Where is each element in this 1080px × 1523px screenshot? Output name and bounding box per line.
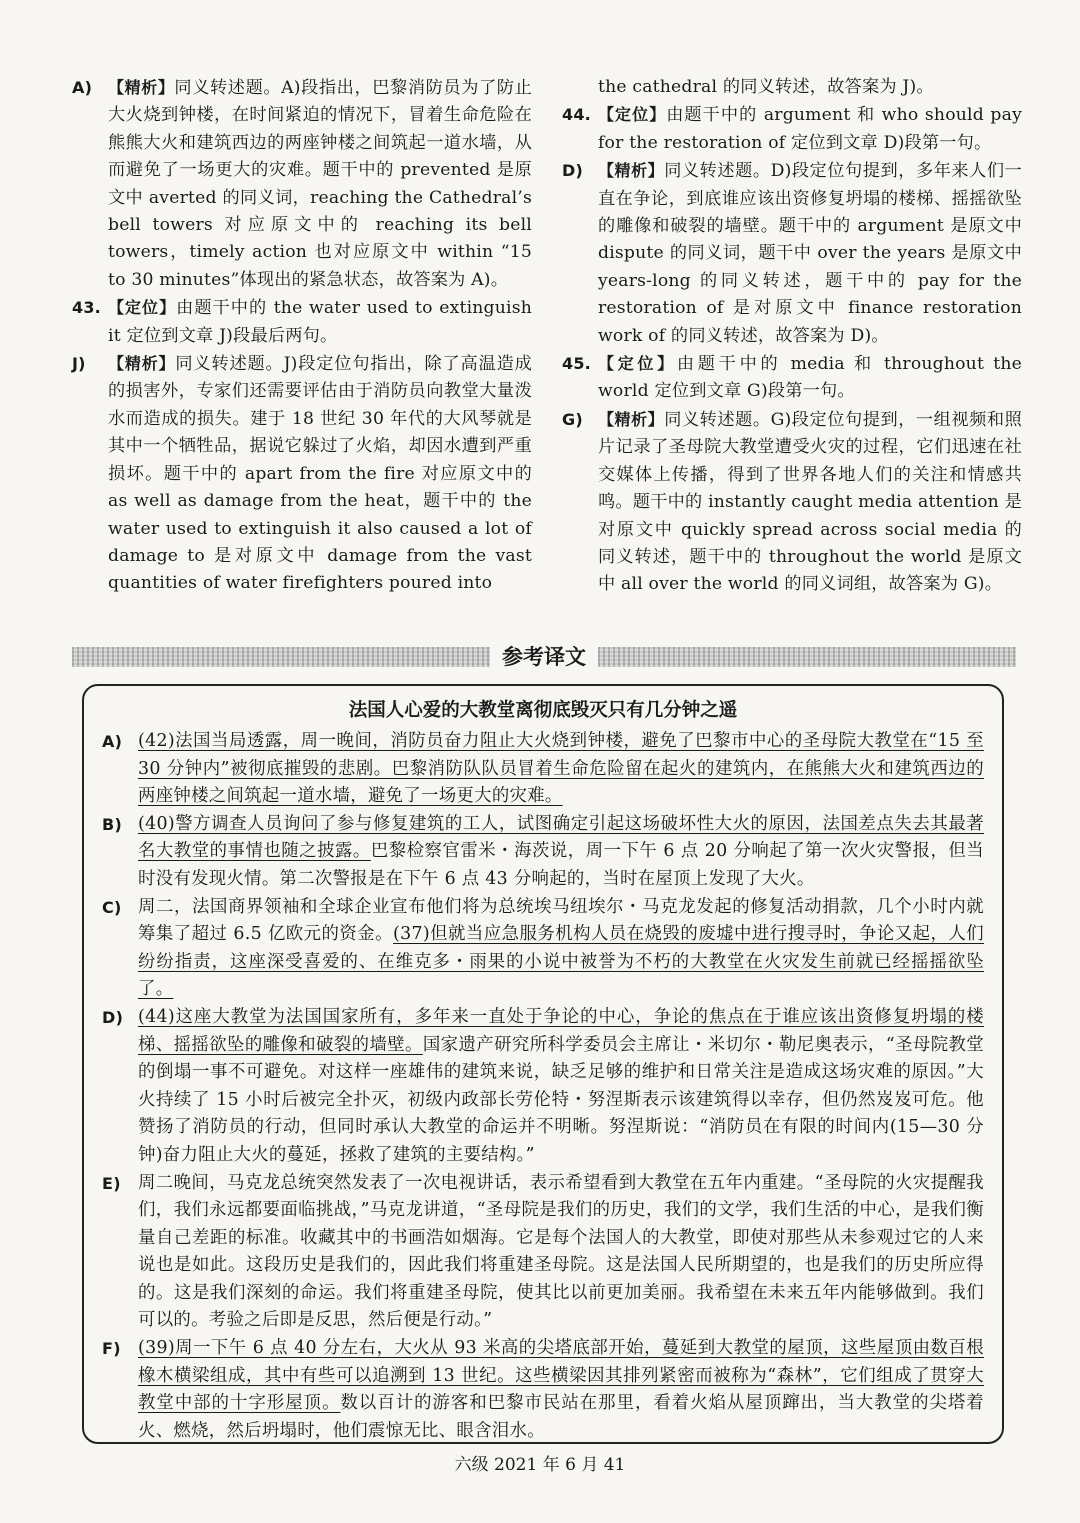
- item-text: [138, 894, 984, 1004]
- item-text: [108, 350, 532, 598]
- body-text: 由题干中的 argument 和 who should pay for the restoration of 定位到文章 D)段第一句。: [598, 105, 1022, 153]
- body-text: 同义转述题。D)段定位句提到，多年来人们一直在争论，到底谁应该出资修复坍塌的楼梯、摇摇欲坠的雕像和破裂的墙壁。题干中的 argument 是原文中 dispute 的同义词，题干中 over the years 是原文中 years-long 的同义转述，题干中的 pay for the restoration of 是对原文中 finance restoration work of 的同义转述，故答案为 D)。: [598, 161, 1022, 346]
- item-text: [598, 406, 1022, 599]
- analysis-item: [562, 406, 1022, 599]
- translation-paragraph: [102, 1170, 984, 1336]
- translation-paragraph: [102, 1335, 984, 1445]
- item-text: [108, 74, 532, 294]
- item-label: E): [102, 1173, 121, 1193]
- body-text: 巴黎检察官雷米・海茨说，周一下午 6 点 20 分响起了第一次火灾警报，但当时没有发现火情。第二次警报是在下午 6 点 43 分响起的，当时在屋顶上发现了大火。: [138, 841, 984, 889]
- item-label: A): [72, 78, 93, 97]
- item-label: C): [102, 897, 122, 917]
- analysis-left-column: [72, 74, 532, 598]
- analysis-item: [72, 74, 532, 294]
- body-text: 数以百计的游客和巴黎市民站在那里，看着火焰从屋顶蹿出，当大教堂的尖塔着火、燃烧，然后坍塌时，他们震惊无比、眼含泪水。: [138, 1393, 984, 1441]
- analysis-item: [562, 157, 1022, 350]
- translation-paragraph: [102, 811, 984, 894]
- continuation-text: the cathedral 的同义转述，故答案为 J)。: [598, 77, 934, 97]
- item-text: [138, 1335, 984, 1445]
- item-text: [598, 101, 1022, 157]
- tag-text: 【精析】: [108, 354, 176, 374]
- body-text: 周二，法国商界领袖和全球企业宣布他们将为总统埃马纽埃尔・马克龙发起的修复活动捐款，几个小时内就筹集了超过 6.5 亿欧元的资金。: [138, 896, 984, 945]
- item-text: [138, 1170, 984, 1336]
- item-text: [598, 350, 1022, 406]
- tag-text: 【定位】: [598, 105, 667, 125]
- body-text: 同义转述题。J)段定位句指出，除了高温造成的损害外，专家们还需要评估由于消防员向教堂大量泼水而造成的损失。建于 18 世纪 30 年代的大风琴就是其中一个牺牲品，据说它躲过了火焰，却因水遭到严重损坏。题干中的 apart from the fire 对应原文中的 as well as damage from the heat，题干中的 the water used to extinguish it also caused a lot of damage to 是对原文中 damage from the vast quantities of water firefighters poured into: [108, 354, 532, 594]
- body-text: 同义转述题。G)段定位句提到，一组视频和照片记录了圣母院大教堂遭受火灾的过程，它们迅速在社交媒体上传播，得到了世界各地人们的关注和情感共鸣。题干中的 instantly caught media attention 是对原文中 quickly spread across social media 的同义转述，题干中的 throughout the world 是原文中 all over the world 的同义词组，故答案为 G)。: [598, 409, 1022, 595]
- analysis-item: [562, 101, 1022, 157]
- item-label: A): [102, 732, 123, 751]
- banner-pattern-left: [72, 647, 490, 667]
- body-text: 同义转述题。A)段指出，巴黎消防员为了防止大火烧到钟楼，在时间紧迫的情况下，冒着生命危险在熊熊大火和建筑西边的两座钟楼之间筑起一道水墙，从而避免了一场更大的灾难。题干中的 prevented 是原文中 averted 的同义词，reaching the Cathedral’s bell towers 对应原文中的 reaching its bell towers，timely action 也对应原文中 within “15 to 30 minutes”体现出的紧急状态，故答案为 A)。: [108, 78, 532, 290]
- item-label: J): [72, 354, 86, 374]
- item-label: B): [102, 814, 123, 834]
- section-banner: [72, 641, 1016, 673]
- item-text: [598, 157, 1022, 350]
- translation-paragraph: [102, 894, 984, 1004]
- underlined-text: (42)法国当局透露，周一晚间，消防员奋力阻止大火烧到钟楼，避免了巴黎市中心的圣母院大教堂在“15 至 30 分钟内”被彻底摧毁的悲剧。巴黎消防队队员冒着生命危险留在起火的建筑内，在熊熊大火和建筑西边的两座钟楼之间筑起一道水墙，避免了一场更大的灾难。: [138, 731, 984, 807]
- analysis-right-column: [562, 74, 1022, 599]
- page-footer: 六级 2021 年 6 月 41: [454, 1455, 626, 1475]
- tag-text: 【精析】: [598, 161, 665, 181]
- body-text: 由题干中的 media 和 throughout the world 定位到文章 G)段第一句。: [598, 354, 1022, 402]
- underlined-text: (40)警方调查人员询问了参与修复建筑的工人，试图确定引起这场破坏性大火的原因，法国差点失去其最著名大教堂的事情也随之披露。: [138, 813, 984, 862]
- item-label: D): [562, 161, 583, 181]
- tag-text: 【精析】: [598, 409, 665, 429]
- item-text: [138, 811, 984, 894]
- item-label: D): [102, 1007, 124, 1027]
- item-label: 43.: [72, 298, 101, 318]
- body-text: 国家遗产研究所科学委员会主席让・米切尔・勒尼奥表示，“圣母院教堂的倒塌一事不可避免。对这样一座雄伟的建筑来说，缺乏足够的维护和日常关注是造成这场灾难的原因。”大火持续了 15 小时后被完全扑灭，初级内政部长劳伦特・努涅斯表示该建筑得以幸存，但仍然岌岌可危。他赞扬了消防员的行动，但同时承认大教堂的命运并不明晰。努涅斯说：“消防员在有限的时间内(15—30 分钟)奋力阻止大火的蔓延，拯救了建筑的主要结构。”: [138, 1034, 984, 1165]
- body-text: 周二晚间，马克龙总统突然发表了一次电视讲话，表示希望看到大教堂在五年内重建。“圣母院的火灾提醒我们，我们永远都要面临挑战，”马克龙讲道，“圣母院是我们的历史，我们的文学，我们生活的中心，是我们衡量自己差距的标准。收藏其中的书画浩如烟海。它是每个法国人的大教堂，即使对那些从未参观过它的人来说也是如此。这段历史是我们的，因此我们将重建圣母院。这是法国人民所期望的，也是我们的历史所应得的。这是我们深刻的命运。我们将重建圣母院，使其比以前更加美丽。我希望在未来五年内能够做到。我们可以的。考验之后即是反思，然后便是行动。”: [138, 1172, 984, 1331]
- analysis-item: [72, 294, 532, 350]
- banner-pattern-right: [598, 647, 1016, 667]
- tag-text: 【精析】: [108, 78, 175, 97]
- underlined-text: (37)但就当应急服务机构人员在烧毁的废墟中进行搜寻时，争论又起，人们纷纷指责，这座深受喜爱的、在维克多・雨果的小说中被誉为不朽的大教堂在火灾发生前就已经摇摇欲坠了。: [138, 924, 984, 1000]
- translation-box: [82, 684, 1004, 1444]
- item-text: [138, 728, 984, 811]
- item-text: [138, 1004, 984, 1170]
- item-label: 44.: [562, 105, 591, 125]
- translation-title: 法国人心爱的大教堂离彻底毁灭只有几分钟之遥: [348, 700, 738, 721]
- translation-paragraph: [102, 1004, 984, 1170]
- item-text: [108, 294, 532, 350]
- item-label: 45.: [562, 354, 591, 374]
- analysis-item: [72, 350, 532, 598]
- translation-paragraph: [102, 728, 984, 811]
- translation-paragraphs: [102, 728, 984, 1445]
- tag-text: 【定位】: [598, 354, 677, 374]
- tag-text: 【定位】: [108, 298, 177, 318]
- underlined-text: (39)周一下午 6 点 40 分左右，大火从 93 米高的尖塔底部开始，蔓延到大教堂的屋顶，这些屋顶由数百根橡木横梁组成，其中有些可以追溯到 13 世纪。这些横梁因其排列紧密而被称为“森林”，它们组成了贯穿大教堂中部的十字形屋顶。: [138, 1338, 984, 1414]
- item-label: F): [102, 1339, 121, 1359]
- body-text: 由题干中的 the water used to extinguish it 定位到文章 J)段最后两句。: [108, 298, 532, 346]
- section-title: 参考译文: [502, 645, 586, 669]
- underlined-text: (44)这座大教堂为法国国家所有，多年来一直处于争论的中心，争论的焦点在于谁应该出资修复坍塌的楼梯、摇摇欲坠的雕像和破裂的墙壁。: [138, 1006, 984, 1055]
- item-label: G): [562, 409, 583, 429]
- analysis-item: [562, 350, 1022, 406]
